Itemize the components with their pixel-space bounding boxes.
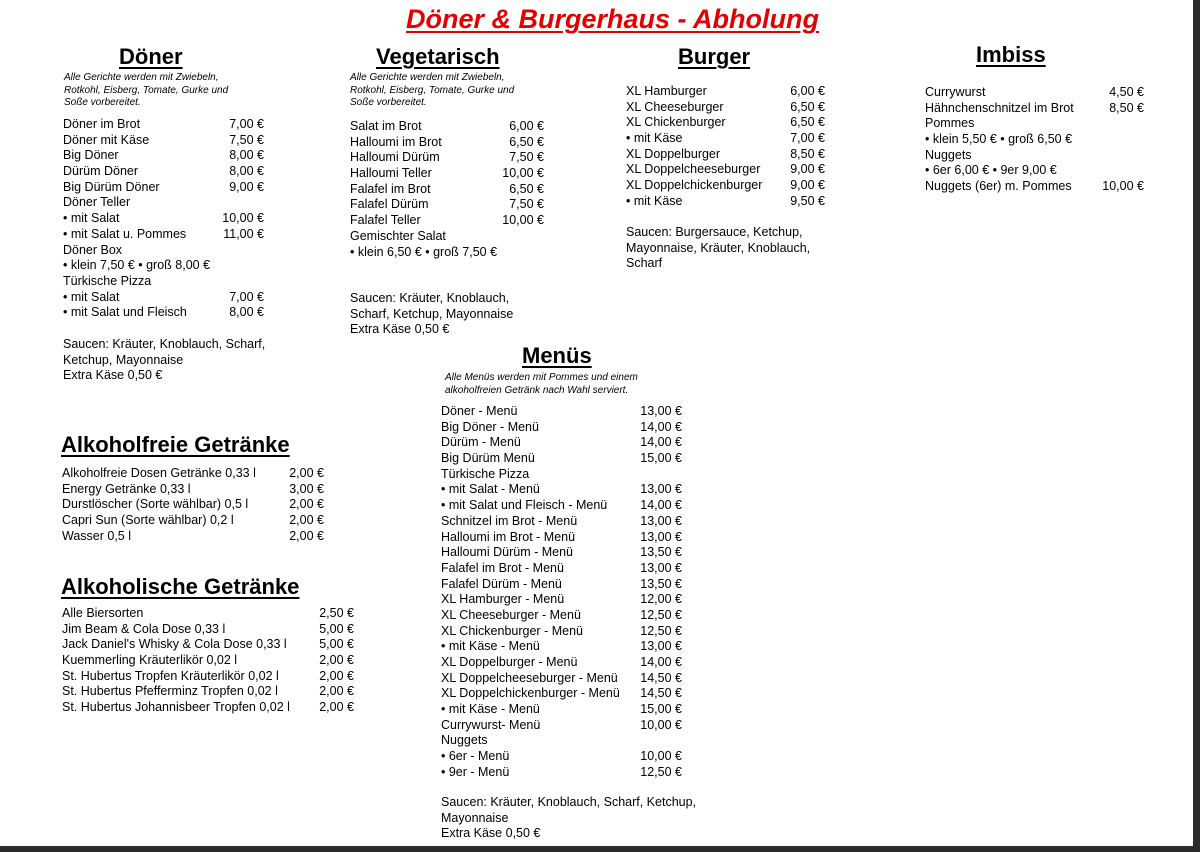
item-name: Capri Sun (Sorte wählbar) 0,2 l — [62, 513, 234, 528]
item-name: Alle Biersorten — [62, 606, 144, 620]
list-item — [63, 180, 273, 196]
list-item — [441, 561, 691, 577]
item-name: Jim Beam & Cola Dose 0,33 l — [62, 621, 226, 636]
item-price: 10,00 € — [222, 211, 264, 226]
list-item — [63, 117, 273, 133]
item-price: 8,00 € — [229, 305, 264, 320]
item-name: • klein 5,50 € • groß 6,50 € — [925, 132, 1073, 147]
item-name: XL Doppelburger - Menü — [441, 655, 578, 669]
item-name: Döner Teller — [63, 195, 131, 210]
item-name: XL Hamburger - Menü — [441, 592, 565, 607]
item-name: St. Hubertus Pfefferminz Tropfen 0,02 l — [62, 684, 278, 699]
item-price: 6,50 € — [509, 134, 544, 149]
item-price: 10,00 € — [640, 749, 682, 764]
item-name: Nuggets — [441, 733, 488, 748]
item-name: XL Doppelchickenburger - Menü — [441, 686, 620, 701]
list-item — [925, 148, 1145, 164]
item-price: 10,00 € — [1102, 179, 1144, 194]
list-item — [62, 622, 352, 638]
item-name: • mit Salat — [63, 211, 120, 226]
list-item — [63, 274, 273, 290]
item-name: Wasser 0,5 l — [62, 528, 132, 543]
list-item — [925, 179, 1145, 195]
item-price: 7,50 € — [229, 132, 264, 147]
item-price: 5,00 € — [319, 637, 354, 652]
list-item — [350, 197, 550, 213]
list-item — [441, 733, 691, 749]
item-name: XL Hamburger — [626, 84, 707, 98]
item-price: 14,50 € — [640, 686, 682, 701]
item-name: Dürüm - Menü — [441, 435, 521, 450]
item-price: 7,00 € — [229, 117, 264, 131]
list-item — [925, 85, 1145, 101]
list-item — [62, 637, 352, 653]
list-item — [441, 482, 691, 498]
menues-list — [441, 404, 691, 781]
item-price: 12,50 € — [640, 623, 682, 638]
heading-doener: Döner — [119, 44, 183, 69]
item-name: • mit Salat - Menü — [441, 482, 540, 497]
list-item — [62, 529, 322, 545]
item-price: 8,50 € — [1109, 100, 1144, 115]
item-name: XL Doppelchickenburger — [626, 178, 763, 193]
page-title: Döner & Burgerhaus - Abholung — [406, 4, 819, 34]
list-item — [350, 119, 550, 135]
item-price: 2,50 € — [319, 606, 354, 620]
list-item — [441, 545, 691, 561]
vegetarisch-list — [350, 119, 550, 260]
list-item — [441, 498, 691, 514]
item-name: Döner mit Käse — [63, 132, 150, 147]
list-item — [350, 245, 550, 261]
list-item — [925, 101, 1145, 117]
item-price: 12,50 € — [640, 607, 682, 622]
item-name: Falafel im Brot - Menü — [441, 560, 564, 575]
item-name: Kuemmerling Kräuterlikör 0,02 l — [62, 653, 238, 668]
item-name: XL Doppelcheeseburger — [626, 162, 761, 177]
item-name: • mit Salat und Fleisch — [63, 305, 187, 320]
item-name: Gemischter Salat — [350, 228, 446, 243]
list-item — [626, 84, 826, 100]
burger-sauces: Saucen: Burgersauce, Ketchup, Mayonnaise, Kräuter, Knoblauch, Scharf — [626, 225, 811, 270]
item-price: 13,50 € — [640, 576, 682, 591]
vegetarisch-note: Alle Gerichte werden mit Zwiebeln, Rotkohl, Eisberg, Tomate, Gurke und Soße vorbereitet. — [350, 72, 515, 108]
item-name: • mit Käse - Menü — [441, 702, 540, 717]
item-name: St. Hubertus Tropfen Kräuterlikör 0,02 l — [62, 668, 279, 683]
list-item — [441, 404, 691, 420]
item-name: Big Döner — [63, 148, 119, 163]
list-item — [441, 467, 691, 483]
item-price: 2,00 € — [319, 668, 354, 683]
item-price: 6,00 € — [790, 84, 825, 98]
list-item — [63, 243, 273, 259]
item-name: Big Dürüm Menü — [441, 451, 535, 466]
item-price: 13,50 € — [640, 545, 682, 560]
item-name: Halloumi Dürüm — [350, 150, 440, 165]
heading-vegetarisch: Vegetarisch — [376, 44, 500, 69]
item-name: Falafel Teller — [350, 213, 421, 228]
heading-alkoholfrei: Alkoholfreie Getränke — [61, 432, 290, 457]
list-item — [63, 211, 273, 227]
list-item — [441, 765, 691, 781]
item-name: Halloumi im Brot - Menü — [441, 529, 576, 544]
item-name: • mit Salat und Fleisch - Menü — [441, 498, 608, 513]
burger-list — [626, 84, 826, 210]
item-name: XL Cheeseburger — [626, 99, 724, 114]
alkoholfrei-list — [62, 466, 322, 544]
item-price: 6,00 € — [509, 119, 544, 133]
doener-note: Alle Gerichte werden mit Zwiebeln, Rotkohl, Eisberg, Tomate, Gurke und Soße vorbereitet. — [64, 72, 229, 108]
item-price: 2,00 € — [289, 513, 324, 528]
doener-list — [63, 117, 273, 321]
item-name: Currywurst- Menü — [441, 717, 541, 732]
item-price: 15,00 € — [640, 702, 682, 717]
item-price: 3,00 € — [289, 481, 324, 496]
list-item — [626, 131, 826, 147]
item-name: • mit Salat u. Pommes — [63, 226, 187, 241]
item-price: 13,00 € — [640, 560, 682, 575]
item-price: 12,50 € — [640, 764, 682, 779]
item-name: Nuggets (6er) m. Pommes — [925, 179, 1072, 194]
item-name: XL Chickenburger — [626, 115, 726, 130]
list-item — [63, 227, 273, 243]
item-price: 6,50 € — [509, 181, 544, 196]
list-item — [62, 497, 322, 513]
list-item — [626, 178, 826, 194]
item-price: 14,00 € — [640, 655, 682, 669]
list-item — [925, 132, 1145, 148]
item-price: 11,00 € — [223, 226, 264, 241]
item-name: Jack Daniel's Whisky & Cola Dose 0,33 l — [62, 637, 287, 652]
list-item — [441, 530, 691, 546]
list-item — [441, 655, 691, 671]
list-item — [63, 148, 273, 164]
item-name: Schnitzel im Brot - Menü — [441, 513, 578, 528]
list-item — [441, 671, 691, 687]
list-item — [62, 653, 352, 669]
item-price: 8,50 € — [790, 146, 825, 161]
imbiss-list — [925, 85, 1145, 195]
item-name: Türkische Pizza — [441, 466, 530, 481]
list-item — [441, 608, 691, 624]
item-price: 6,50 € — [790, 115, 825, 130]
list-item — [62, 700, 352, 716]
list-item — [62, 513, 322, 529]
menues-sauces: Saucen: Kräuter, Knoblauch, Scharf, Ketchup, Mayonnaise Extra Käse 0,50 € — [441, 795, 697, 840]
list-item — [441, 624, 691, 640]
item-name: XL Cheeseburger - Menü — [441, 607, 581, 622]
item-price: 13,00 € — [640, 482, 682, 497]
item-price: 9,00 € — [790, 178, 825, 193]
item-price: 2,00 € — [319, 684, 354, 699]
item-name: • 9er - Menü — [441, 764, 510, 779]
item-price: 15,00 € — [640, 451, 682, 466]
list-item — [63, 305, 273, 321]
list-item — [626, 100, 826, 116]
item-price: 10,00 € — [640, 717, 682, 732]
alkoholisch-list — [62, 606, 352, 716]
item-price: 7,00 € — [790, 131, 825, 146]
menues-note: Alle Menüs werden mit Pommes und einem alkoholfreien Getränk nach Wahl serviert. — [445, 372, 638, 396]
item-price: 12,00 € — [640, 592, 682, 607]
vegetarisch-sauces: Saucen: Kräuter, Knoblauch, Scharf, Ketchup, Mayonnaise Extra Käse 0,50 € — [350, 291, 514, 336]
item-price: 8,00 € — [229, 164, 264, 179]
heading-burger: Burger — [678, 44, 751, 69]
item-name: • mit Käse - Menü — [441, 639, 540, 654]
list-item — [925, 163, 1145, 179]
item-price: 13,00 € — [640, 404, 682, 418]
item-name: Energy Getränke 0,33 l — [62, 481, 191, 496]
list-item — [441, 451, 691, 467]
item-name: Alkoholfreie Dosen Getränke 0,33 l — [62, 466, 256, 480]
item-name: Falafel Dürüm - Menü — [441, 576, 562, 591]
heading-menues: Menüs — [522, 343, 592, 368]
item-name: XL Chickenburger - Menü — [441, 623, 583, 638]
item-price: 2,00 € — [289, 466, 324, 480]
item-price: 14,00 € — [640, 498, 682, 513]
list-item — [441, 686, 691, 702]
item-name: • mit Käse — [626, 193, 683, 208]
item-price: 9,50 € — [790, 193, 825, 208]
item-name: Pommes — [925, 116, 975, 131]
list-item — [441, 718, 691, 734]
item-price: 13,00 € — [640, 639, 682, 654]
list-item — [441, 435, 691, 451]
item-name: Türkische Pizza — [63, 273, 152, 288]
list-item — [62, 684, 352, 700]
item-name: • mit Käse — [626, 131, 683, 146]
list-item — [626, 115, 826, 131]
item-price: 2,00 € — [319, 653, 354, 668]
list-item — [63, 290, 273, 306]
item-name: Salat im Brot — [350, 119, 422, 133]
list-item — [62, 466, 322, 482]
item-price: 14,00 € — [640, 419, 682, 434]
item-name: Halloumi Dürüm - Menü — [441, 545, 573, 560]
item-name: Falafel im Brot — [350, 181, 431, 196]
heading-imbiss: Imbiss — [976, 42, 1046, 67]
item-name: Döner Box — [63, 242, 123, 257]
item-price: 10,00 € — [502, 213, 544, 228]
list-item — [350, 135, 550, 151]
list-item — [350, 166, 550, 182]
item-price: 2,00 € — [319, 700, 354, 715]
list-item — [626, 162, 826, 178]
item-name: Dürüm Döner — [63, 164, 139, 179]
list-item — [441, 514, 691, 530]
list-item — [441, 420, 691, 436]
item-name: • 6er - Menü — [441, 749, 510, 764]
item-name: XL Doppelburger — [626, 146, 721, 161]
item-name: • klein 6,50 € • groß 7,50 € — [350, 244, 498, 259]
list-item — [350, 229, 550, 245]
list-item — [62, 669, 352, 685]
list-item — [441, 639, 691, 655]
item-name: Döner im Brot — [63, 117, 141, 131]
list-item — [350, 213, 550, 229]
item-price: 9,00 € — [790, 162, 825, 177]
list-item — [626, 147, 826, 163]
list-item — [62, 606, 352, 622]
item-price: 7,50 € — [509, 150, 544, 165]
item-name: Big Döner - Menü — [441, 419, 539, 434]
item-price: 4,50 € — [1109, 85, 1144, 99]
list-item — [63, 258, 273, 274]
list-item — [62, 482, 322, 498]
list-item — [626, 194, 826, 210]
list-item — [925, 116, 1145, 132]
item-name: Currywurst — [925, 85, 986, 99]
list-item — [350, 182, 550, 198]
list-item — [441, 577, 691, 593]
item-name: Halloumi Teller — [350, 166, 432, 181]
list-item — [63, 133, 273, 149]
item-price: 9,00 € — [229, 179, 264, 194]
list-item — [441, 592, 691, 608]
item-name: Hähnchenschnitzel im Brot — [925, 100, 1074, 115]
item-price: 14,00 € — [640, 435, 682, 450]
item-price: 5,00 € — [319, 621, 354, 636]
heading-alkoholisch: Alkoholische Getränke — [61, 574, 300, 599]
item-price: 13,00 € — [640, 529, 682, 544]
item-name: Halloumi im Brot — [350, 134, 442, 149]
list-item — [441, 749, 691, 765]
item-price: 7,00 € — [229, 289, 264, 304]
item-name: • klein 7,50 € • groß 8,00 € — [63, 258, 211, 273]
item-price: 8,00 € — [229, 148, 264, 163]
item-price: 14,50 € — [640, 670, 682, 685]
item-price: 10,00 € — [502, 166, 544, 181]
list-item — [63, 195, 273, 211]
item-name: Falafel Dürüm — [350, 197, 429, 212]
item-name: Big Dürüm Döner — [63, 179, 160, 194]
item-price: 2,00 € — [289, 528, 324, 543]
item-name: • mit Salat — [63, 289, 120, 304]
item-name: Nuggets — [925, 147, 972, 162]
doener-sauces: Saucen: Kräuter, Knoblauch, Scharf, Ketchup, Mayonnaise Extra Käse 0,50 € — [63, 337, 266, 382]
item-price: 6,50 € — [790, 99, 825, 114]
list-item — [63, 164, 273, 180]
item-price: 2,00 € — [289, 497, 324, 512]
item-name: • 6er 6,00 € • 9er 9,00 € — [925, 163, 1057, 178]
item-price: 13,00 € — [640, 513, 682, 528]
item-name: XL Doppelcheeseburger - Menü — [441, 670, 618, 685]
item-name: Döner - Menü — [441, 404, 518, 418]
item-price: 7,50 € — [509, 197, 544, 212]
list-item — [350, 150, 550, 166]
list-item — [441, 702, 691, 718]
item-name: Durstlöscher (Sorte wählbar) 0,5 l — [62, 497, 249, 512]
item-name: St. Hubertus Johannisbeer Tropfen 0,02 l — [62, 700, 290, 715]
